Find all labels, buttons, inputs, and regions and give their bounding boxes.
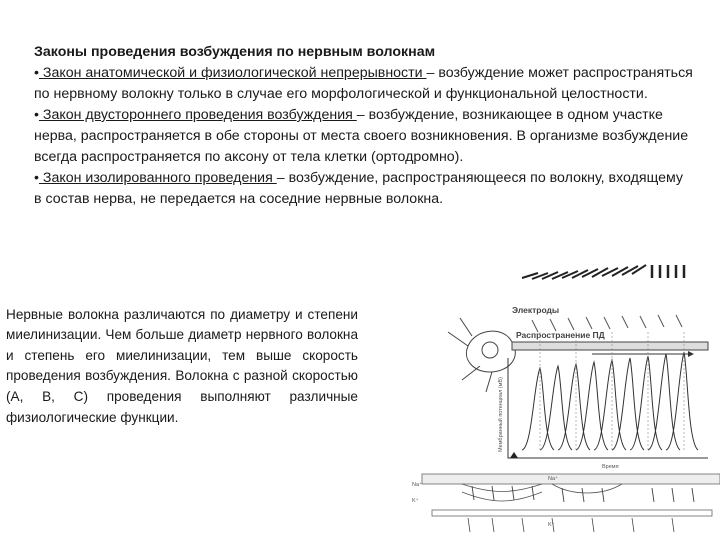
law-text: – возбуждение, возникающее в одном участке нерва, распространяется в обе стороны от места своего возникновения. В организме возбуждение всегда распространяется по аксону от тела клетки (ортодромно). bbox=[34, 107, 689, 165]
k-label: K⁺ bbox=[412, 498, 419, 504]
label-propagation: Распространение ПД bbox=[516, 330, 605, 340]
law-item-isolated bbox=[34, 168, 694, 210]
law-text: – возбуждение, распространяющееся по волокну, входящему в состав нерва, не передается на соседние нервные волокна. bbox=[34, 170, 683, 207]
law-name: Закон изолированного проведения bbox=[38, 170, 277, 186]
law-item-continuity bbox=[34, 63, 694, 105]
law-item-bilateral bbox=[34, 105, 694, 168]
label-electrodes: Электроды bbox=[512, 305, 560, 315]
law-name: Закон двустороннего проведения возбуждения bbox=[38, 107, 357, 123]
law-name: Закон анатомической и физиологической непрерывности bbox=[38, 65, 427, 81]
ap-traces bbox=[522, 352, 698, 450]
laws-section bbox=[34, 42, 694, 210]
ion-flow-diagram bbox=[412, 474, 720, 532]
stimulus-marks bbox=[522, 265, 684, 279]
nerve-conduction-figure bbox=[372, 262, 720, 540]
x-axis-label: Время bbox=[602, 464, 619, 470]
na-label: Na⁺ bbox=[412, 482, 422, 488]
laws-title: Законы проведения возбуждения по нервным волокнам bbox=[34, 44, 436, 60]
law-text: – возбуждение может распространяться по нервному волокну только в случае его морфологической и функциональной целостности. bbox=[34, 65, 693, 102]
na-label: Na⁺ bbox=[548, 476, 558, 482]
bullet: • bbox=[34, 107, 39, 123]
axon bbox=[512, 342, 708, 350]
bullet: • bbox=[34, 170, 39, 186]
k-label: K⁺ bbox=[548, 522, 555, 528]
y-axis-label: Мембранный потенциал (мВ) bbox=[498, 377, 504, 452]
arrow-head bbox=[688, 351, 694, 357]
stimulus-marker bbox=[510, 452, 518, 458]
fiber-types-note: Нервные волокна различаются по диаметру и степени миелинизации. Чем больше диаметр нервного волокна и степень его миелинизации, тем выше скорость проведения возбуждения. Волокна с разной скоростью (A, B, C) проведения выполняют различные физиологические функции. bbox=[6, 306, 358, 425]
neuron-soma bbox=[448, 318, 515, 392]
bullet: • bbox=[34, 65, 39, 81]
plot-axes bbox=[508, 358, 708, 458]
figure-illustration bbox=[372, 262, 720, 540]
